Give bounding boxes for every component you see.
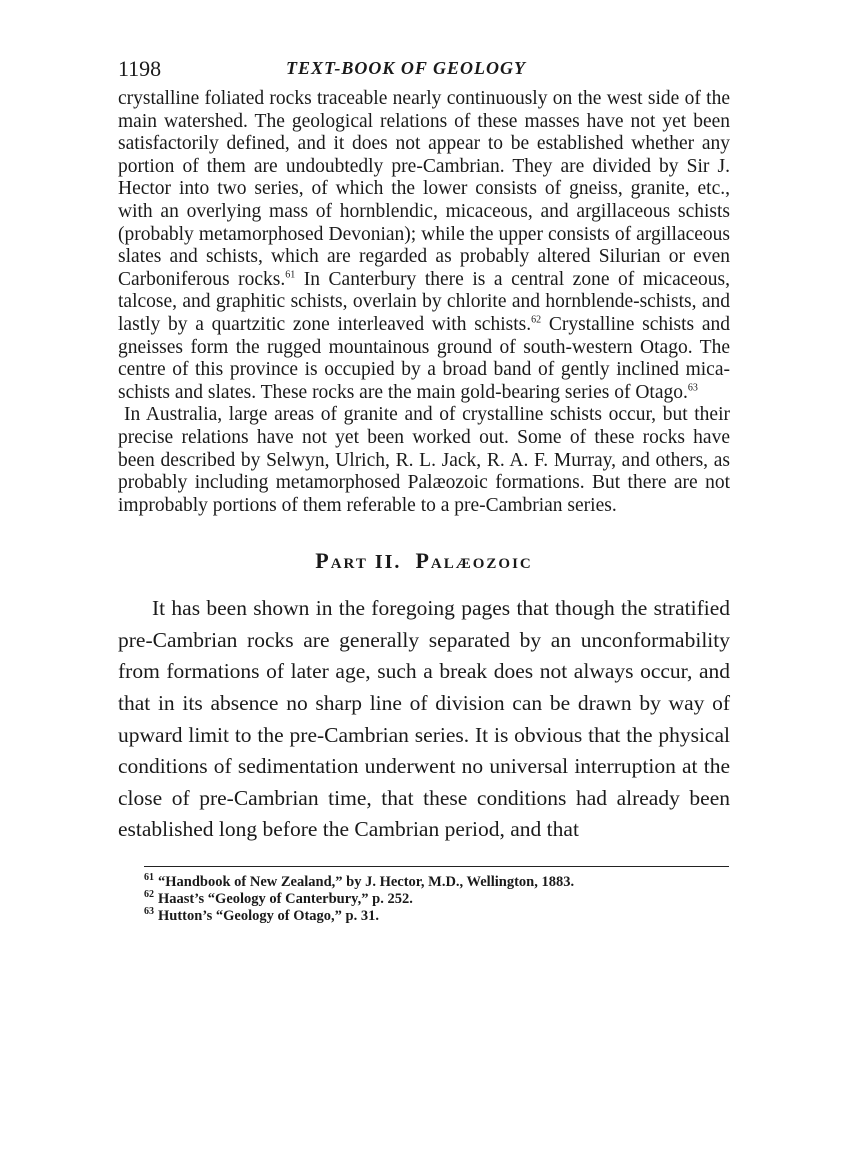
paragraph-text: crystalline foliated rocks traceable nearly continuously on the west side of the main watershed. The geological relations of these masses have not yet been satisfactorily defined, and it does not appear to be established whether any portion of them are undoubtedly pre-Cambrian. They are divided by Sir J. Hector into two series, of which the lower consists of gneiss, granite, etc., with an overlying mass of hornblendic, micaceous, and argillaceous schists (probably metamorphosed Devonian); while the upper consists of argillaceous slates and schists, which are regarded as probably altered Silurian or even Carboniferous rocks. [118,88,730,290]
running-head [118,56,730,88]
footnote-divider [144,866,729,867]
footnote-63 [144,908,730,925]
page-number: 1198 [118,56,162,81]
book-page [118,56,730,925]
paragraph-australia: In Australia, large areas of granite and of crystalline schists occur, but their precise relations have not yet been worked out. Some of these rocks have been described by Selwyn, Ulrich, R. L. Jack, R. A. F. Murray, and others, as probably including metamorphosed Palæozoic formations. But there are not improbably portions of them referable to a pre-Cambrian series. [118,404,730,516]
running-title: TEXT-BOOK OF GEOLOGY [286,58,527,78]
footnote-text: Hutton’s “Geology of Otago,” p. 31. [158,908,379,925]
paragraph-text: Crystalline schists and gneisses form the rugged mountainous ground of south-western Otago. The centre of this province is occupied by a broad band of gently inclined mica-schists and slates. These rocks are the main gold-bearing series of Otago. [118,313,730,403]
footnote-marker: 63 [144,906,154,918]
footnote-62 [144,891,730,908]
section-heading [118,517,730,593]
footnotes-list [144,874,730,925]
footnote-ref-61[interactable]: 61 [285,269,296,281]
heading-title-initial: P [415,548,431,574]
heading-part-rest: ART [330,556,368,573]
heading-title-rest: ALÆOZOIC [430,556,533,573]
footnote-marker: 62 [144,889,154,901]
paragraph-new-zealand-schists [118,88,730,404]
footnote-text: Haast’s “Geology of Canterbury,” p. 252. [158,891,413,908]
paragraph-text: In Canterbury there is a central zone of micaceous, talcose, and graphitic schists, overlain by chlorite and hornblende-schists, and lastly by a quartzitic zone interleaved with schists. [118,268,730,335]
footnote-61 [144,874,730,891]
footnote-marker: 61 [144,872,154,884]
footnote-text: “Handbook of New Zealand,” by J. Hector, M.D., Wellington, 1883. [158,874,575,891]
footnote-ref-63[interactable]: 63 [687,382,698,394]
footnote-ref-62[interactable]: 62 [531,314,542,326]
paragraph-palaeozoic-intro: It has been shown in the foregoing pages that though the stratified pre-Cambrian rocks are generally separated by an unconformability from formations of later age, such a break does not always occur, and that in its absence no sharp line of division can be drawn by way of upward limit to the pre-Cambrian series. It is obvious that the physical conditions of sedimentation underwent no universal interruption at the close of pre-Cambrian time, that these conditions had already been established long before the Cambrian period, and that [118,596,730,842]
heading-numeral: II. [374,551,402,574]
heading-part-initial: P [315,548,331,574]
